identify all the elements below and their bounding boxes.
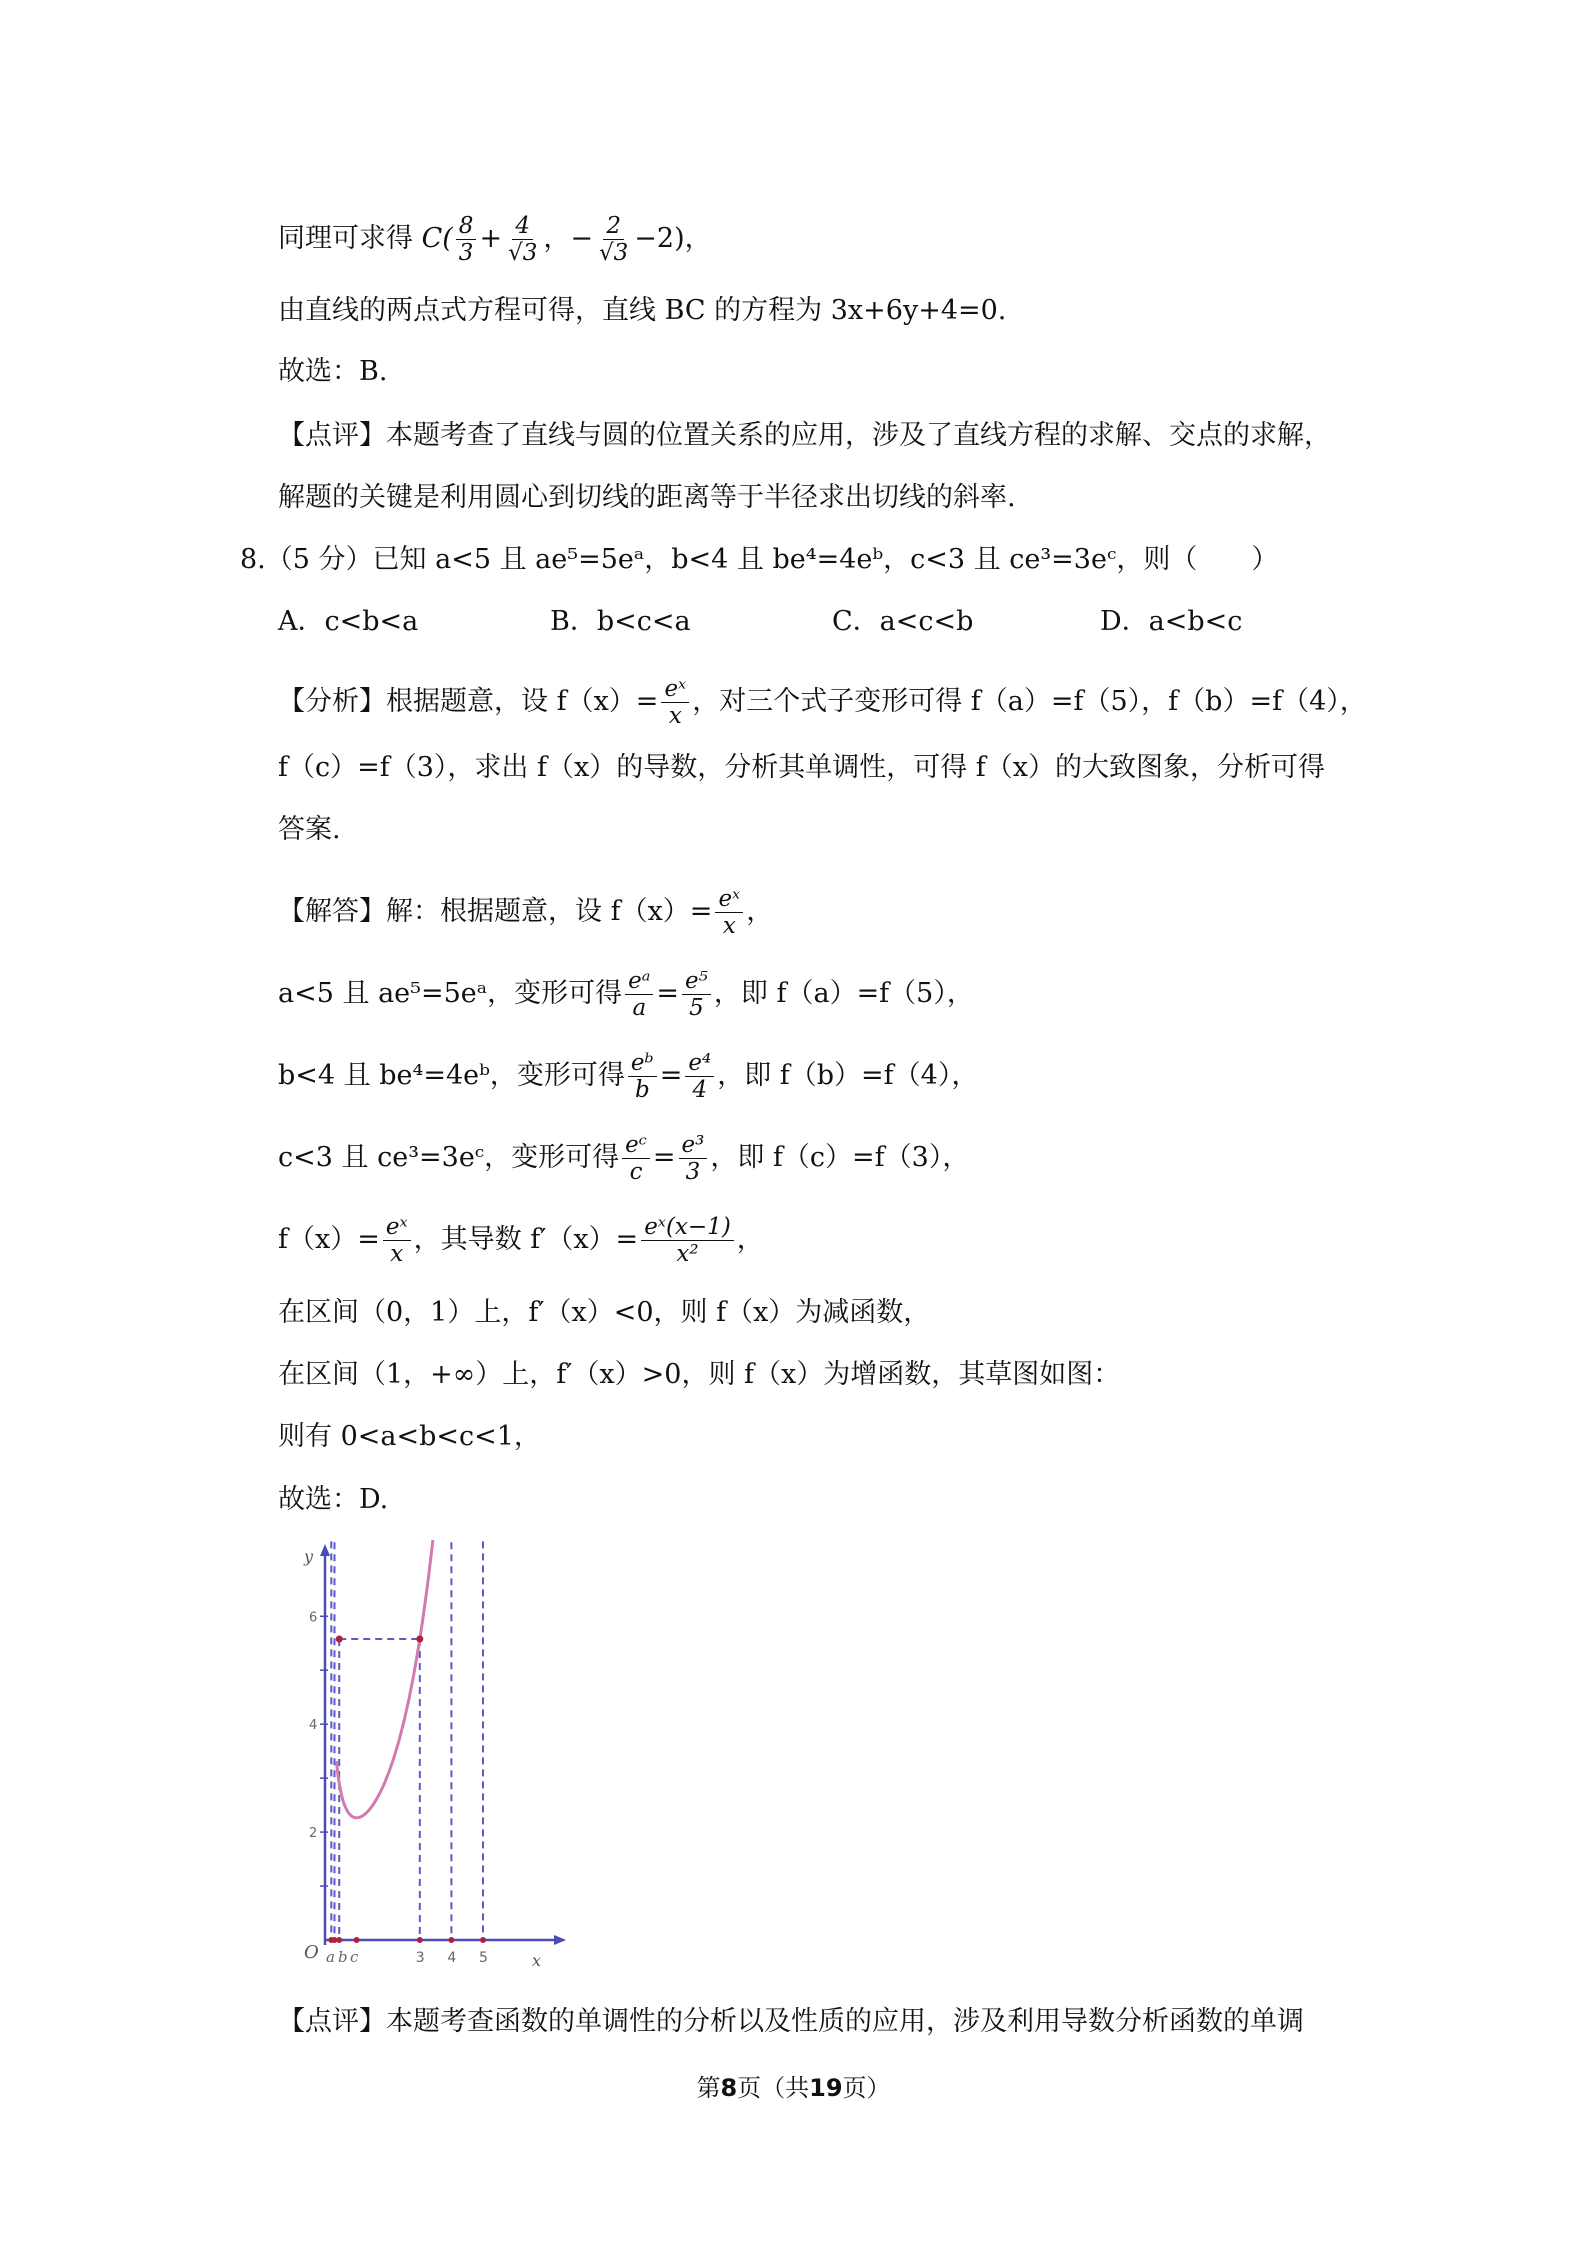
- denominator: 4: [692, 1077, 708, 1103]
- fraction: [456, 213, 477, 266]
- denominator: x: [722, 913, 736, 939]
- denominator: x²: [676, 1241, 699, 1267]
- math-c: C(: [421, 223, 453, 254]
- fraction: [661, 676, 689, 729]
- footer-text: 页）: [842, 2074, 891, 2102]
- text: ，: [736, 1224, 764, 1255]
- footer-text: 第: [696, 2074, 721, 2102]
- numerator: e⁴: [685, 1050, 714, 1077]
- text: ，对三个式子变形可得 f（a）=f（5），f（b）=f（4），: [692, 686, 1367, 717]
- point-label: a: [326, 1948, 335, 1966]
- line-point-c: [278, 213, 712, 266]
- text: 【分析】根据题意，设 f（x）=: [278, 686, 659, 717]
- denominator: √3: [598, 240, 629, 266]
- numerator: eᶜ: [622, 1132, 650, 1159]
- x-tick-label: 3: [415, 1950, 425, 1966]
- numerator: eᵇ: [628, 1050, 657, 1077]
- option-d: D．a<b<c: [1100, 606, 1243, 637]
- page-number: 8: [720, 2074, 738, 2102]
- page-footer: [0, 2068, 1587, 2103]
- denominator: 5: [689, 995, 704, 1021]
- equals: =: [656, 978, 680, 1009]
- fraction: [383, 1214, 411, 1267]
- x-ticks: [326, 1948, 488, 1966]
- fraction: [625, 968, 653, 1021]
- x-axis-label: x: [532, 1951, 542, 1970]
- numerator: eˣ: [715, 886, 743, 913]
- text: 同理可求得: [278, 223, 413, 254]
- plus: +: [479, 223, 503, 254]
- dashed-guide-lines: [331, 1540, 483, 1940]
- numerator: eˣ(x−1): [641, 1214, 734, 1241]
- numerator: 2: [603, 213, 624, 240]
- y-tick-label: 6: [309, 1610, 318, 1626]
- numerator: e⁵: [682, 968, 711, 995]
- fraction: [641, 1214, 734, 1267]
- x-tick-label: 4: [447, 1950, 457, 1966]
- solution-7: 在区间（1，+∞）上，f′（x）>0，则 f（x）为增函数，其草图如图：: [278, 1359, 1121, 1390]
- denominator: 3: [685, 1159, 701, 1185]
- fraction: [628, 1050, 657, 1103]
- line-review-1: 【点评】本题考查了直线与圆的位置关系的应用，涉及了直线方程的求解、交点的求解，: [278, 420, 1331, 451]
- solution-6: 在区间（0，1）上，f′（x）<0，则 f（x）为减函数，: [278, 1297, 931, 1328]
- sketch-graph: [270, 1540, 570, 1970]
- footer-text: 页（共: [737, 2074, 810, 2102]
- fraction: [679, 1132, 708, 1185]
- axis-point: [354, 1937, 360, 1943]
- fraction: [622, 1132, 650, 1185]
- line-review-2: 解题的关键是利用圆心到切线的距离等于半径求出切线的斜率.: [278, 482, 1016, 513]
- solution-9: 故选：D.: [278, 1484, 389, 1515]
- axis-point: [448, 1937, 454, 1943]
- curve-f-x: [336, 1540, 493, 1818]
- point-label: b: [338, 1948, 348, 1966]
- text: ，即 f（c）=f（3），: [710, 1142, 970, 1173]
- option-c: C．a<c<b: [832, 606, 974, 637]
- solution-4: [278, 1132, 969, 1185]
- analysis-1: [278, 676, 1367, 729]
- denominator: x: [668, 703, 682, 729]
- denominator: b: [634, 1077, 650, 1103]
- fraction: [682, 968, 711, 1021]
- solution-8: 则有 0<a<b<c<1，: [278, 1421, 541, 1452]
- fraction: [596, 213, 631, 266]
- numerator: 4: [512, 213, 533, 240]
- x-axis-arrow-icon: [554, 1935, 566, 1945]
- x-tick-label: 5: [479, 1950, 488, 1966]
- option-a: A．c<b<a: [278, 606, 419, 637]
- y-axis-label: y: [304, 1547, 314, 1566]
- point-label: c: [350, 1948, 359, 1966]
- text: f（x）=: [278, 1224, 380, 1255]
- denominator: a: [632, 995, 647, 1021]
- fraction: [685, 1050, 714, 1103]
- solution-3: [278, 1050, 978, 1103]
- option-b: B．b<c<a: [550, 606, 691, 637]
- fraction: [715, 886, 743, 939]
- line-bc-equation: 由直线的两点式方程可得，直线 BC 的方程为 3x+6y+4=0.: [278, 295, 1007, 326]
- page-total: 19: [809, 2074, 843, 2102]
- text: b<4 且 be⁴=4eᵇ，变形可得: [278, 1060, 625, 1091]
- origin-label: O: [304, 1942, 319, 1963]
- y-tick-label: 2: [309, 1826, 318, 1842]
- text: ，即 f（a）=f（5），: [713, 978, 974, 1009]
- y-tick-label: 4: [309, 1718, 318, 1734]
- minus: −: [570, 223, 593, 254]
- denominator: c: [629, 1159, 643, 1185]
- text: a<5 且 ae⁵=5eᵃ，变形可得: [278, 978, 623, 1009]
- numerator: eᵃ: [625, 968, 653, 995]
- text: ，其导数 f′（x）=: [413, 1224, 639, 1255]
- denominator: 3: [458, 240, 474, 266]
- axis-point: [480, 1937, 486, 1943]
- y-axis-arrow-icon: [320, 1544, 330, 1556]
- text: −2)，: [634, 223, 712, 254]
- numerator: eˣ: [383, 1214, 411, 1241]
- text: 【解答】解：根据题意，设 f（x）=: [278, 896, 713, 927]
- numerator: 8: [456, 213, 477, 240]
- text: ，即 f（b）=f（4），: [717, 1060, 979, 1091]
- question-8: 8.（5 分）已知 a<5 且 ae⁵=5eᵃ，b<4 且 be⁴=4eᵇ，c<3 且 ce³=3eᶜ，则（ ）: [240, 544, 1279, 575]
- comma: ，: [543, 223, 571, 254]
- equals: =: [659, 1060, 683, 1091]
- axis-point: [417, 1937, 423, 1943]
- text: c<3 且 ce³=3eᶜ，变形可得: [278, 1142, 620, 1173]
- solution-5: [278, 1214, 764, 1267]
- analysis-2: f（c）=f（3），求出 f（x）的导数，分析其单调性，可得 f（x）的大致图象，分析可得: [278, 752, 1326, 783]
- solution-2: [278, 968, 974, 1021]
- text: ，: [746, 896, 774, 927]
- curve-point: [336, 1635, 343, 1642]
- review-final: 【点评】本题考查函数的单调性的分析以及性质的应用，涉及利用导数分析函数的单调: [278, 2006, 1304, 2037]
- denominator: x: [390, 1241, 404, 1267]
- numerator: eˣ: [661, 676, 689, 703]
- denominator: √3: [508, 240, 538, 266]
- numerator: e³: [679, 1132, 708, 1159]
- line-answer-b: 故选：B.: [278, 356, 388, 387]
- solution-1: [278, 886, 773, 939]
- marked-points: [328, 1540, 487, 1943]
- analysis-3: 答案.: [278, 814, 341, 845]
- equals: =: [652, 1142, 676, 1173]
- axis-point: [336, 1937, 342, 1943]
- curve-point: [416, 1635, 423, 1642]
- fraction: [505, 213, 540, 266]
